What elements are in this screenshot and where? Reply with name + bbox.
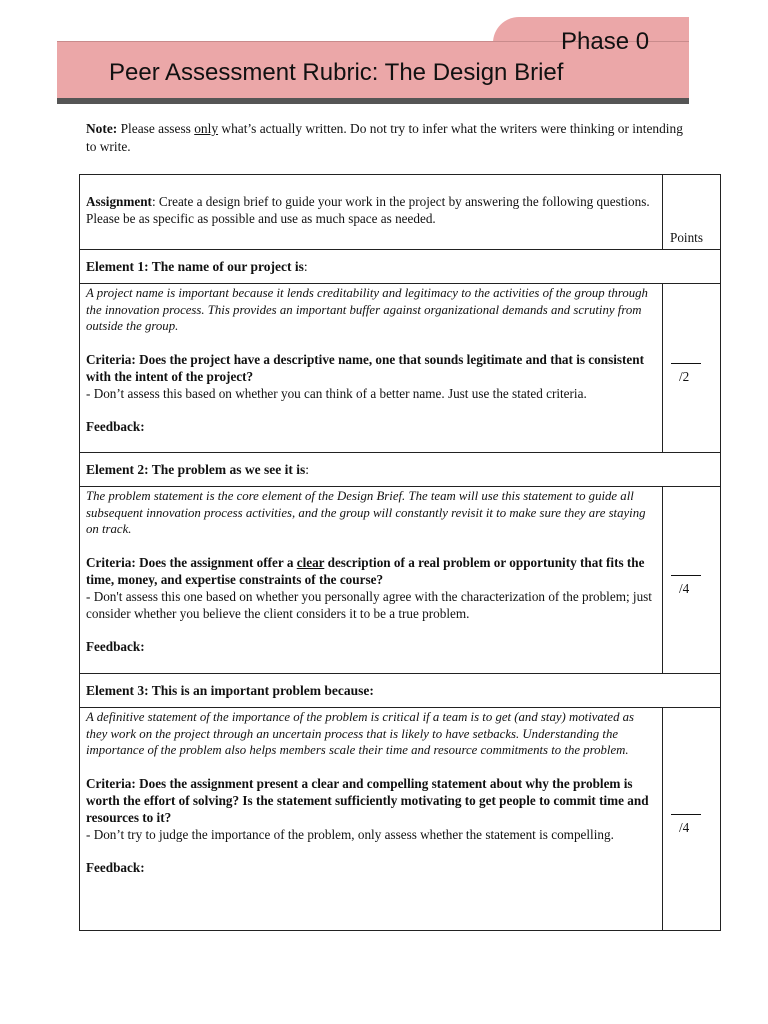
element-2-feedback-label: Feedback:: [86, 639, 145, 655]
element-2-body-row: [80, 487, 721, 674]
element-1-title-suffix: :: [303, 259, 308, 274]
element-2-title-row: [80, 453, 721, 487]
element-2-body-cell: [80, 487, 663, 674]
element-2-title: Element 2: The problem as we see it is: [86, 462, 306, 477]
element-3-title: Element 3: This is an important problem because:: [86, 683, 374, 698]
element-1-body-cell: [80, 284, 663, 453]
element-3-title-row: [80, 674, 721, 708]
element-2-description: The problem statement is the core element of the Design Brief. The team will use this statement to guide all subsequent innovation process activities, and the group will constantly revisit it to make sure they are staying on track.: [86, 489, 646, 537]
element-3-feedback-label: Feedback:: [86, 860, 145, 876]
element-2-criteria-post: description of a real problem or opportunity that fits the time, money, and expertise constraints of the course?: [86, 555, 645, 588]
element-1-title-cell: [80, 250, 721, 284]
element-1-description: A project name is important because it lends creditability and legitimacy to the activities of the group through the innovation process. This provides an important buffer against organizational demands and scrutiny from outside the group.: [86, 286, 648, 334]
element-2-criteria-pre: Criteria: Does the assignment offer a: [86, 555, 297, 571]
element-2-score-cell: [663, 487, 721, 674]
element-1-title: Element 1: The name of our project is: [86, 259, 304, 274]
element-1-criteria-text: Criteria: Does the project have a descriptive name, one that sounds legitimate and that is consistent with the intent of the project?: [86, 352, 644, 385]
element-2-title-suffix: :: [305, 462, 309, 477]
phase-label: Phase 0: [561, 28, 650, 55]
element-3-criteria: [86, 775, 656, 826]
element-3-criteria-note: - Don’t try to judge the importance of the problem, only assess whether the statement is compelling.: [86, 827, 614, 843]
element-3-score-blank[interactable]: [671, 804, 701, 815]
element-3-score-cell: [663, 708, 721, 931]
rubric-table: [79, 174, 721, 931]
element-2-score-blank[interactable]: [671, 565, 701, 576]
element-3-body-row: [80, 708, 721, 931]
element-3-body-cell: [80, 708, 663, 931]
element-1-score-blank[interactable]: [671, 353, 701, 364]
element-1-title-row: [80, 250, 721, 284]
element-2-points: /4: [679, 581, 690, 596]
note-label: Note:: [86, 121, 118, 136]
element-1-criteria: [86, 351, 656, 385]
assignment-label: Assignment: [86, 194, 152, 209]
note-text-before: Please assess: [120, 121, 195, 136]
assignment-cell: [80, 175, 663, 250]
element-1-body-row: [80, 284, 721, 453]
element-2-criteria-note: - Don't assess this one based on whether you personally agree with the characterization of the problem; just consider whether you believe the client considers it to be a true problem.: [86, 589, 652, 622]
assignment-text: : Create a design brief to guide your work in the project by answering the following questions. Please be as specific as possible and use as much space as needed.: [86, 194, 650, 226]
header-banner-shadow: [57, 98, 689, 104]
element-2-criteria-emphasis: clear: [296, 555, 325, 571]
element-1-feedback-label: Feedback:: [86, 419, 145, 435]
page-title: Peer Assessment Rubric: The Design Brief: [109, 59, 564, 86]
assignment-row: [80, 175, 721, 250]
element-1-score-cell: [663, 284, 721, 453]
note-text-after: what’s actually written. Do not try to infer what the writers were thinking or intending to write.: [86, 121, 683, 154]
element-1-points: /2: [679, 369, 690, 384]
points-header-cell: [663, 175, 721, 250]
element-2-title-cell: [80, 453, 721, 487]
element-3-description: A definitive statement of the importance of the problem is critical if a team is to get (and stay) motivated as they work on the project through an uncertain process that is likely to have setbacks. Understanding the importance of the problem also helps members scale their time and resource commitments to the problem.: [86, 710, 635, 758]
element-3-title-cell: [80, 674, 721, 708]
element-2-criteria: [86, 554, 656, 588]
note-underlined-word: only: [194, 121, 219, 136]
assessment-note: [86, 120, 686, 156]
points-header: Points: [670, 230, 703, 245]
element-3-points: /4: [679, 820, 690, 835]
element-3-criteria-text: Criteria: Does the assignment present a clear and compelling statement about why the problem is worth the effort of solving? Is the statement sufficiently motivating to get people to commit time and resources to it?: [86, 776, 649, 826]
element-1-criteria-note: - Don’t assess this based on whether you can think of a better name. Just use the stated criteria.: [86, 386, 587, 402]
